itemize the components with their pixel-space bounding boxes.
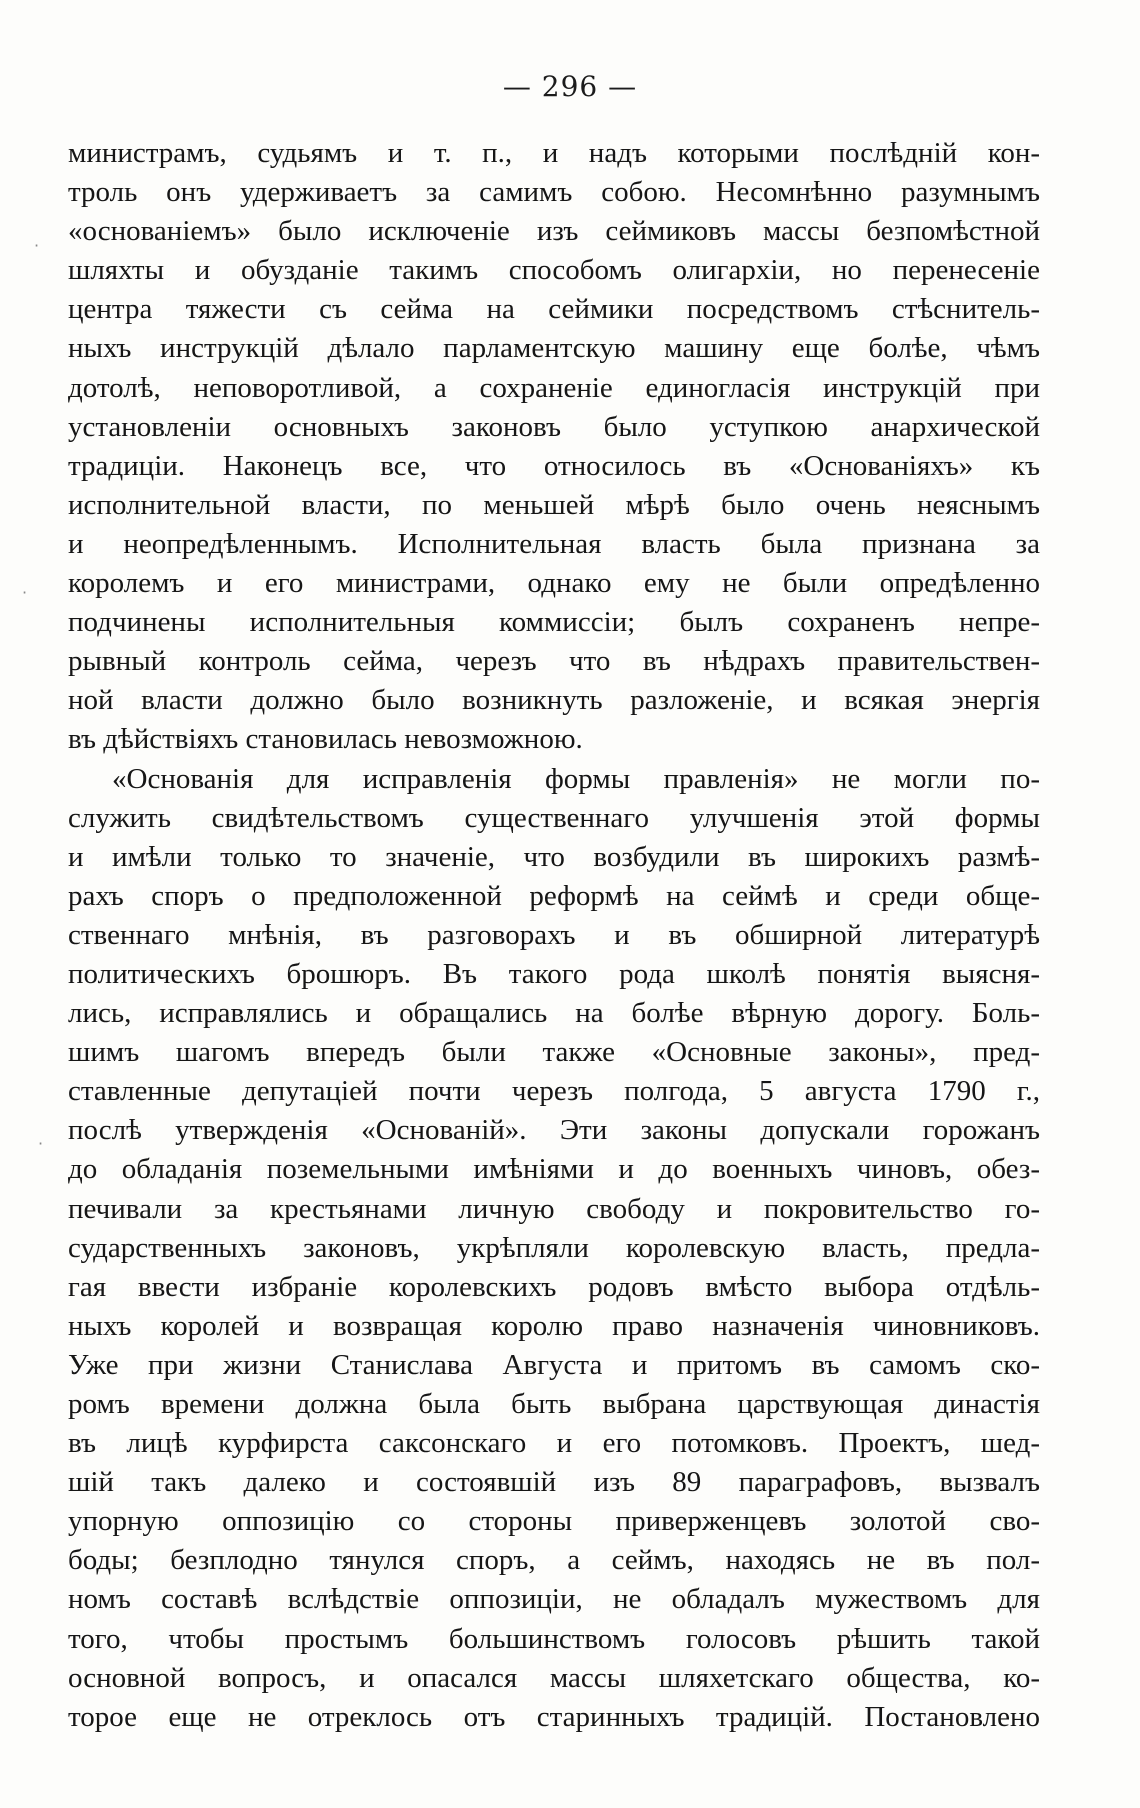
text-line: печивали за крестьянами личную свободу и покровительство го- <box>68 1192 1040 1225</box>
text-line: традицiи. Наконецъ все, что относилось въ «Основанiяхъ» къ <box>68 449 1040 482</box>
text-line: въ лицѣ курфирста саксонскаго и его потомковъ. Проектъ, шед- <box>68 1427 1040 1460</box>
text-line: послѣ утвержденiя «Основанiй». Эти законы допускали горожанъ <box>68 1114 1040 1147</box>
text-line: того, чтобы простымъ большинствомъ голосовъ рѣшить такой <box>68 1622 1040 1655</box>
text-line: министрамъ, судьямъ и т. п., и надъ которыми послѣднiй кон- <box>68 137 1040 169</box>
body-text <box>68 134 1040 1737</box>
margin-speck: · <box>34 236 40 255</box>
text-line: центра тяжести съ сейма на сеймики посредствомъ стѣснитель- <box>68 293 1040 326</box>
text-line: до обладанiя поземельными имѣнiями и до военныхъ чиновъ, обез- <box>68 1153 1040 1186</box>
text-line: торое еще не отреклось отъ старинныхъ традицiй. Постановлено <box>68 1700 1040 1733</box>
text-line: гая ввести избранiе королевскихъ родовъ вмѣсто выбора отдѣль- <box>68 1270 1040 1303</box>
text-line: боды; безплодно тянулся споръ, а сеймъ, находясь не въ пол- <box>68 1544 1040 1577</box>
text-line: основной вопросъ, и опасался массы шляхетскаго общества, ко- <box>68 1661 1040 1694</box>
text-line: служить свидѣтельствомъ существеннаго улучшенiя этой формы <box>68 801 1040 834</box>
margin-speck: · <box>38 1134 44 1153</box>
text-line: Уже при жизни Станислава Августа и притомъ въ самомъ ско- <box>68 1348 1040 1381</box>
text-line: номъ составѣ вслѣдствiе оппозицiи, не обладалъ мужествомъ для <box>68 1583 1040 1616</box>
text-line: ромъ времени должна была быть выбрана царствующая династiя <box>68 1388 1040 1420</box>
text-line: шiй такъ далеко и состоявшiй изъ 89 параграфовъ, вызвалъ <box>68 1466 1040 1499</box>
text-line: «основанiемъ» было исключенiе изъ сеймиковъ массы безпомѣстной <box>68 215 1040 248</box>
text-line: королемъ и его министрами, однако ему не были опредѣленно <box>68 567 1040 600</box>
text-line: политическихъ брошюръ. Въ такого рода школѣ понятiя выясня- <box>68 957 1040 990</box>
page-number: — 296 — <box>502 70 638 103</box>
text-line: рывный контроль сейма, черезъ что въ нѣдрахъ правительствен- <box>68 645 1040 678</box>
text-line: и имѣли только то значенiе, что возбудили въ широкихъ размѣ- <box>68 840 1040 873</box>
text-line: троль онъ удерживаетъ за самимъ собою. Несомнѣнно разумнымъ <box>68 176 1040 209</box>
text-line: шляхты и обузданiе такимъ способомъ олигархiи, но перенесенiе <box>68 254 1040 287</box>
text-line: ной власти должно было возникнуть разложенiе, и всякая энергiя <box>68 684 1040 717</box>
text-line: дотолѣ, неповоротливой, а сохраненiе единогласiя инструкцiй при <box>68 371 1040 404</box>
text-line: въ дѣйствiяхъ становилась невозможною. <box>68 723 583 756</box>
text-line: установленiи основныхъ законовъ было уступкою анархической <box>68 410 1040 443</box>
text-line: ственнаго мнѣнiя, въ разговорахъ и въ обширной литературѣ <box>68 918 1040 951</box>
text-line: сударственныхъ законовъ, укрѣпляли королевскую власть, предла- <box>68 1231 1040 1264</box>
text-line: и неопредѣленнымъ. Исполнительная власть была признана за <box>68 527 1040 560</box>
text-line: исполнительной власти, по меньшей мѣрѣ было очень неяснымъ <box>68 488 1040 521</box>
text-line: рахъ споръ о предположенной реформѣ на сеймѣ и среди обще- <box>68 879 1040 912</box>
text-line: «Основанiя для исправленiя формы правленiя» не могли по- <box>112 762 1040 795</box>
text-line: упорную оппозицiю со стороны приверженцевъ золотой сво- <box>68 1505 1040 1538</box>
text-line: ныхъ королей и возвращая королю право назначенiя чиновниковъ. <box>68 1309 1040 1342</box>
text-line: подчинены исполнительныя коммиссiи; былъ сохраненъ непре- <box>68 606 1040 639</box>
margin-speck: · <box>22 583 28 602</box>
text-line: лись, исправлялись и обращались на болѣе вѣрную дорогу. Боль- <box>68 997 1040 1030</box>
text-line: ныхъ инструкцiй дѣлало парламентскую машину еще болѣе, чѣмъ <box>68 332 1040 365</box>
text-line: шимъ шагомъ впередъ были также «Основные законы», пред- <box>68 1036 1040 1069</box>
text-line: ставленные депутацiей почти черезъ полгода, 5 августа 1790 г., <box>68 1075 1040 1108</box>
